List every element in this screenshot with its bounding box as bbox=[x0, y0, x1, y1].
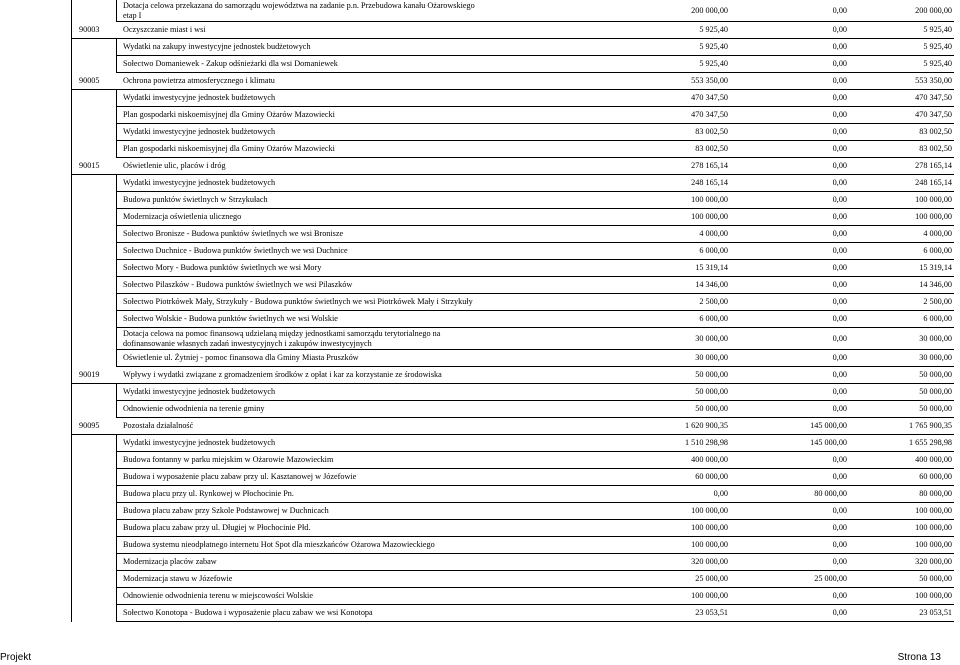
column-divider bbox=[116, 0, 117, 22]
amount-after: 14 346,00 bbox=[919, 280, 952, 289]
amount-before: 2 500,00 bbox=[699, 297, 728, 306]
amount-before: 14 346,00 bbox=[695, 280, 728, 289]
amount-after: 80 000,00 bbox=[919, 489, 952, 498]
table-row bbox=[0, 39, 960, 56]
amount-before: 320 000,00 bbox=[691, 557, 728, 566]
table-row bbox=[0, 277, 960, 294]
amount-after: 60 000,00 bbox=[919, 472, 952, 481]
table-row bbox=[0, 260, 960, 277]
column-divider bbox=[116, 384, 117, 401]
table-row bbox=[0, 107, 960, 124]
table-row-section bbox=[0, 73, 960, 90]
table-row bbox=[0, 452, 960, 469]
item-description: Sołectwo Piotrkówek Mały, Strzykuły - Budowa punktów świetlnych we wsi Piotrkówek Mały i Strzykuły bbox=[123, 297, 473, 306]
column-divider bbox=[71, 605, 72, 622]
item-description: Oświetlenie ul. Żytniej - pomoc finansowa dla Gminy Miasta Pruszków bbox=[123, 353, 359, 362]
column-divider bbox=[71, 294, 72, 311]
column-divider bbox=[71, 73, 72, 90]
table-row bbox=[0, 486, 960, 503]
amount-before: 50 000,00 bbox=[695, 370, 728, 379]
table-row bbox=[0, 141, 960, 158]
item-description: Modernizacja oświetlenia ulicznego bbox=[123, 212, 242, 221]
column-divider bbox=[71, 503, 72, 520]
column-divider bbox=[71, 141, 72, 158]
amount-after: 50 000,00 bbox=[919, 387, 952, 396]
column-divider bbox=[71, 209, 72, 226]
amount-before: 30 000,00 bbox=[695, 353, 728, 362]
column-divider bbox=[71, 418, 72, 435]
table-row bbox=[0, 192, 960, 209]
item-description: Wydatki inwestycyjne jednostek budżetowych bbox=[123, 127, 276, 136]
amount-before: 100 000,00 bbox=[691, 523, 728, 532]
column-divider bbox=[71, 124, 72, 141]
table-row bbox=[0, 401, 960, 418]
column-divider bbox=[71, 56, 72, 73]
amount-change: 0,00 bbox=[832, 42, 847, 51]
column-divider bbox=[71, 486, 72, 503]
amount-after: 23 053,51 bbox=[919, 608, 952, 617]
amount-after: 30 000,00 bbox=[919, 353, 952, 362]
column-divider bbox=[71, 350, 72, 367]
item-description: Sołectwo Bronisze - Budowa punktów świetlnych we wsi Bronisze bbox=[123, 229, 344, 238]
item-description: Budowa placu przy ul. Rynkowej w Płochocinie Pn. bbox=[123, 489, 294, 498]
amount-change: 0,00 bbox=[832, 161, 847, 170]
item-description: Dotacja celowa przekazana do samorządu województwa na zadanie p.n. Przebudowa kanału Ożarowskiego etap I bbox=[123, 1, 475, 20]
column-divider bbox=[116, 328, 117, 350]
table-row bbox=[0, 384, 960, 401]
item-description: Oświetlenie ulic, placów i dróg bbox=[123, 161, 226, 170]
amount-after: 6 000,00 bbox=[923, 314, 952, 323]
amount-after: 200 000,00 bbox=[915, 6, 952, 15]
amount-after: 100 000,00 bbox=[915, 591, 952, 600]
column-divider bbox=[71, 554, 72, 571]
page-footer bbox=[0, 652, 960, 665]
amount-before: 470 347,50 bbox=[691, 110, 728, 119]
column-divider bbox=[71, 367, 72, 384]
table-row-section bbox=[0, 367, 960, 384]
amount-after: 553 350,00 bbox=[915, 76, 952, 85]
item-description: Wpływy i wydatki związane z gromadzeniem środków z opłat i kar za korzystanie ze środowiska bbox=[123, 370, 442, 379]
amount-after: 50 000,00 bbox=[919, 574, 952, 583]
amount-after: 4 000,00 bbox=[923, 229, 952, 238]
amount-change: 0,00 bbox=[832, 540, 847, 549]
table-row bbox=[0, 90, 960, 107]
table-row bbox=[0, 243, 960, 260]
amount-after: 5 925,40 bbox=[923, 25, 952, 34]
amount-after: 1 655 298,98 bbox=[909, 438, 952, 447]
item-description: Sołectwo Mory - Budowa punktów świetlnych we wsi Mory bbox=[123, 263, 322, 272]
column-divider bbox=[116, 503, 117, 520]
amount-after: 100 000,00 bbox=[915, 195, 952, 204]
column-divider bbox=[116, 588, 117, 605]
table-row bbox=[0, 175, 960, 192]
amount-change: 0,00 bbox=[832, 523, 847, 532]
amount-change: 25 000,00 bbox=[814, 574, 847, 583]
column-divider bbox=[71, 0, 72, 22]
amount-after: 278 165,14 bbox=[915, 161, 952, 170]
table-row bbox=[0, 605, 960, 622]
amount-change: 0,00 bbox=[832, 608, 847, 617]
amount-before: 248 165,14 bbox=[691, 178, 728, 187]
column-divider bbox=[116, 107, 117, 124]
amount-after: 5 925,40 bbox=[923, 59, 952, 68]
amount-change: 0,00 bbox=[832, 455, 847, 464]
table-row bbox=[0, 435, 960, 452]
column-divider bbox=[116, 469, 117, 486]
item-description: Plan gospodarki niskoemisyjnej dla Gminy Ożarów Mazowiecki bbox=[123, 144, 335, 153]
amount-change: 0,00 bbox=[832, 212, 847, 221]
amount-before: 100 000,00 bbox=[691, 195, 728, 204]
amount-before: 50 000,00 bbox=[695, 387, 728, 396]
amount-before: 1 620 900,35 bbox=[685, 421, 728, 430]
amount-before: 4 000,00 bbox=[699, 229, 728, 238]
amount-change: 0,00 bbox=[832, 6, 847, 15]
item-description: Modernizacja placów zabaw bbox=[123, 557, 217, 566]
amount-before: 30 000,00 bbox=[695, 334, 728, 343]
column-divider bbox=[71, 520, 72, 537]
column-divider bbox=[71, 435, 72, 452]
amount-change: 145 000,00 bbox=[810, 438, 847, 447]
amount-change: 0,00 bbox=[832, 297, 847, 306]
amount-before: 100 000,00 bbox=[691, 212, 728, 221]
column-divider bbox=[71, 401, 72, 418]
column-divider bbox=[116, 260, 117, 277]
column-divider bbox=[71, 537, 72, 554]
amount-after: 100 000,00 bbox=[915, 540, 952, 549]
item-description: Odnowienie odwodnienia terenu w miejscowości Wolskie bbox=[123, 591, 313, 600]
column-divider bbox=[71, 469, 72, 486]
column-divider bbox=[116, 39, 117, 56]
amount-before: 1 510 298,98 bbox=[685, 438, 728, 447]
amount-after: 83 002,50 bbox=[919, 127, 952, 136]
column-divider bbox=[71, 90, 72, 107]
table-row bbox=[0, 0, 960, 22]
amount-before: 83 002,50 bbox=[695, 144, 728, 153]
item-description: Oczyszczanie miast i wsi bbox=[123, 25, 206, 34]
column-divider bbox=[116, 277, 117, 294]
item-description: Sołectwo Wolskie - Budowa punktów świetlnych we wsi Wolskie bbox=[123, 314, 338, 323]
table-row bbox=[0, 503, 960, 520]
table-row bbox=[0, 537, 960, 554]
section-code: 90005 bbox=[79, 76, 100, 85]
item-description: Wydatki inwestycyjne jednostek budżetowych bbox=[123, 178, 276, 187]
amount-after: 1 765 900,35 bbox=[909, 421, 952, 430]
amount-change: 0,00 bbox=[832, 472, 847, 481]
amount-change: 0,00 bbox=[832, 59, 847, 68]
column-divider bbox=[71, 226, 72, 243]
column-divider bbox=[116, 175, 117, 192]
section-code: 90095 bbox=[79, 421, 100, 430]
amount-after: 50 000,00 bbox=[919, 404, 952, 413]
column-divider bbox=[116, 294, 117, 311]
amount-before: 0,00 bbox=[713, 489, 728, 498]
column-divider bbox=[116, 452, 117, 469]
amount-change: 0,00 bbox=[832, 263, 847, 272]
item-description: Sołectwo Domaniewek - Zakup odśnieżarki dla wsi Domaniewek bbox=[123, 59, 338, 68]
amount-change: 0,00 bbox=[832, 144, 847, 153]
column-divider bbox=[71, 22, 72, 39]
amount-change: 0,00 bbox=[832, 404, 847, 413]
amount-before: 5 925,40 bbox=[699, 59, 728, 68]
item-description: Wydatki na zakupy inwestycyjne jednostek budżetowych bbox=[123, 42, 311, 51]
column-divider bbox=[116, 350, 117, 367]
column-divider bbox=[116, 192, 117, 209]
column-divider bbox=[71, 260, 72, 277]
amount-before: 83 002,50 bbox=[695, 127, 728, 136]
amount-before: 400 000,00 bbox=[691, 455, 728, 464]
footer-label: Projekt bbox=[0, 652, 32, 663]
amount-before: 50 000,00 bbox=[695, 404, 728, 413]
column-divider bbox=[71, 243, 72, 260]
table-row bbox=[0, 350, 960, 367]
table-row bbox=[0, 328, 960, 350]
amount-before: 25 000,00 bbox=[695, 574, 728, 583]
column-divider bbox=[116, 537, 117, 554]
column-divider bbox=[116, 520, 117, 537]
column-divider bbox=[71, 107, 72, 124]
item-description: Budowa systemu nieodpłatnego internetu Hot Spot dla mieszkańców Ożarowa Mazowieckiego bbox=[123, 540, 435, 549]
table-row bbox=[0, 311, 960, 328]
table-row bbox=[0, 571, 960, 588]
item-description: Wydatki inwestycyjne jednostek budżetowych bbox=[123, 438, 276, 447]
amount-after: 6 000,00 bbox=[923, 246, 952, 255]
table-row-section bbox=[0, 22, 960, 39]
item-description: Budowa placu zabaw przy ul. Długiej w Płochocinie Płd. bbox=[123, 523, 311, 532]
amount-change: 0,00 bbox=[832, 353, 847, 362]
amount-before: 553 350,00 bbox=[691, 76, 728, 85]
column-divider bbox=[116, 209, 117, 226]
table-row bbox=[0, 520, 960, 537]
column-divider bbox=[116, 571, 117, 588]
amount-before: 100 000,00 bbox=[691, 591, 728, 600]
amount-change: 0,00 bbox=[832, 557, 847, 566]
column-divider bbox=[116, 311, 117, 328]
item-description: Odnowienie odwodnienia na terenie gminy bbox=[123, 404, 265, 413]
amount-change: 0,00 bbox=[832, 591, 847, 600]
column-divider bbox=[116, 243, 117, 260]
amount-after: 470 347,50 bbox=[915, 110, 952, 119]
section-code: 90003 bbox=[79, 25, 100, 34]
amount-change: 0,00 bbox=[832, 314, 847, 323]
page-number: Strona 13 bbox=[897, 652, 941, 663]
amount-before: 5 925,40 bbox=[699, 42, 728, 51]
column-divider bbox=[116, 435, 117, 452]
amount-before: 200 000,00 bbox=[691, 6, 728, 15]
column-divider bbox=[116, 56, 117, 73]
item-description: Budowa punktów świetlnych w Strzykułach bbox=[123, 195, 268, 204]
amount-change: 0,00 bbox=[832, 25, 847, 34]
amount-after: 470 347,50 bbox=[915, 93, 952, 102]
column-divider bbox=[71, 311, 72, 328]
amount-after: 30 000,00 bbox=[919, 334, 952, 343]
column-divider bbox=[116, 141, 117, 158]
column-divider bbox=[71, 158, 72, 175]
column-divider bbox=[71, 328, 72, 350]
amount-after: 5 925,40 bbox=[923, 42, 952, 51]
column-divider bbox=[116, 124, 117, 141]
table-row bbox=[0, 56, 960, 73]
column-divider bbox=[71, 277, 72, 294]
item-description: Budowa fontanny w parku miejskim w Ożarowie Mazowieckim bbox=[123, 455, 334, 464]
item-description: Budowa i wyposażenie placu zabaw przy ul. Kasztanowej w Józefowie bbox=[123, 472, 357, 481]
column-divider bbox=[116, 486, 117, 503]
amount-change: 0,00 bbox=[832, 387, 847, 396]
amount-before: 60 000,00 bbox=[695, 472, 728, 481]
amount-after: 15 319,14 bbox=[919, 263, 952, 272]
item-description: Sołectwo Pilaszków - Budowa punktów świetlnych we wsi Pilaszków bbox=[123, 280, 353, 289]
amount-after: 100 000,00 bbox=[915, 212, 952, 221]
column-divider bbox=[116, 554, 117, 571]
amount-after: 83 002,50 bbox=[919, 144, 952, 153]
amount-change: 0,00 bbox=[832, 110, 847, 119]
item-description: Wydatki inwestycyjne jednostek budżetowych bbox=[123, 387, 276, 396]
table-row bbox=[0, 294, 960, 311]
amount-before: 23 053,51 bbox=[695, 608, 728, 617]
column-divider bbox=[71, 175, 72, 192]
table-row bbox=[0, 554, 960, 571]
amount-before: 100 000,00 bbox=[691, 506, 728, 515]
amount-change: 145 000,00 bbox=[810, 421, 847, 430]
column-divider bbox=[116, 226, 117, 243]
item-description: Sołectwo Duchnice - Budowa punktów świetlnych we wsi Duchnice bbox=[123, 246, 348, 255]
amount-after: 320 000,00 bbox=[915, 557, 952, 566]
amount-after: 50 000,00 bbox=[919, 370, 952, 379]
column-divider bbox=[116, 401, 117, 418]
item-description: Dotacja celowa na pomoc finansową udzielaną między jednostkami samorządu terytorialnego na dofinansowanie własnych zadań inwestycyjnych i zakupów inwestycyjnych bbox=[123, 329, 441, 348]
amount-change: 0,00 bbox=[832, 76, 847, 85]
amount-change: 0,00 bbox=[832, 370, 847, 379]
item-description: Sołectwo Konotopa - Budowa i wyposażenie placu zabaw we wsi Konotopa bbox=[123, 608, 373, 617]
amount-change: 0,00 bbox=[832, 195, 847, 204]
section-code: 90015 bbox=[79, 161, 100, 170]
amount-before: 278 165,14 bbox=[691, 161, 728, 170]
amount-before: 15 319,14 bbox=[695, 263, 728, 272]
item-description: Modernizacja stawu w Józefowie bbox=[123, 574, 233, 583]
table-row bbox=[0, 588, 960, 605]
table-row bbox=[0, 226, 960, 243]
item-description: Plan gospodarki niskoemisyjnej dla Gminy Ożarów Mazowiecki bbox=[123, 110, 335, 119]
column-divider bbox=[116, 90, 117, 107]
column-divider bbox=[71, 39, 72, 56]
amount-after: 100 000,00 bbox=[915, 506, 952, 515]
amount-change: 0,00 bbox=[832, 93, 847, 102]
table-row bbox=[0, 124, 960, 141]
amount-before: 100 000,00 bbox=[691, 540, 728, 549]
amount-before: 6 000,00 bbox=[699, 314, 728, 323]
amount-after: 2 500,00 bbox=[923, 297, 952, 306]
amount-change: 0,00 bbox=[832, 280, 847, 289]
item-description: Ochrona powietrza atmosferycznego i klimatu bbox=[123, 76, 275, 85]
table-row bbox=[0, 209, 960, 226]
amount-change: 0,00 bbox=[832, 127, 847, 136]
amount-after: 100 000,00 bbox=[915, 523, 952, 532]
amount-after: 400 000,00 bbox=[915, 455, 952, 464]
amount-change: 0,00 bbox=[832, 178, 847, 187]
amount-before: 470 347,50 bbox=[691, 93, 728, 102]
column-divider bbox=[71, 384, 72, 401]
section-code: 90019 bbox=[79, 370, 100, 379]
amount-change: 0,00 bbox=[832, 506, 847, 515]
amount-before: 6 000,00 bbox=[699, 246, 728, 255]
item-description: Budowa placu zabaw przy Szkole Podstawowej w Duchnicach bbox=[123, 506, 329, 515]
item-description: Pozostała działalność bbox=[123, 421, 194, 430]
row-divider bbox=[116, 621, 954, 622]
column-divider bbox=[116, 605, 117, 622]
column-divider bbox=[71, 452, 72, 469]
amount-change: 0,00 bbox=[832, 334, 847, 343]
table-row-section bbox=[0, 158, 960, 175]
column-divider bbox=[71, 192, 72, 209]
amount-change: 80 000,00 bbox=[814, 489, 847, 498]
amount-change: 0,00 bbox=[832, 229, 847, 238]
item-description: Wydatki inwestycyjne jednostek budżetowych bbox=[123, 93, 276, 102]
amount-before: 5 925,40 bbox=[699, 25, 728, 34]
amount-after: 248 165,14 bbox=[915, 178, 952, 187]
amount-change: 0,00 bbox=[832, 246, 847, 255]
column-divider bbox=[71, 571, 72, 588]
column-divider bbox=[71, 588, 72, 605]
table-row bbox=[0, 469, 960, 486]
table-row-section bbox=[0, 418, 960, 435]
